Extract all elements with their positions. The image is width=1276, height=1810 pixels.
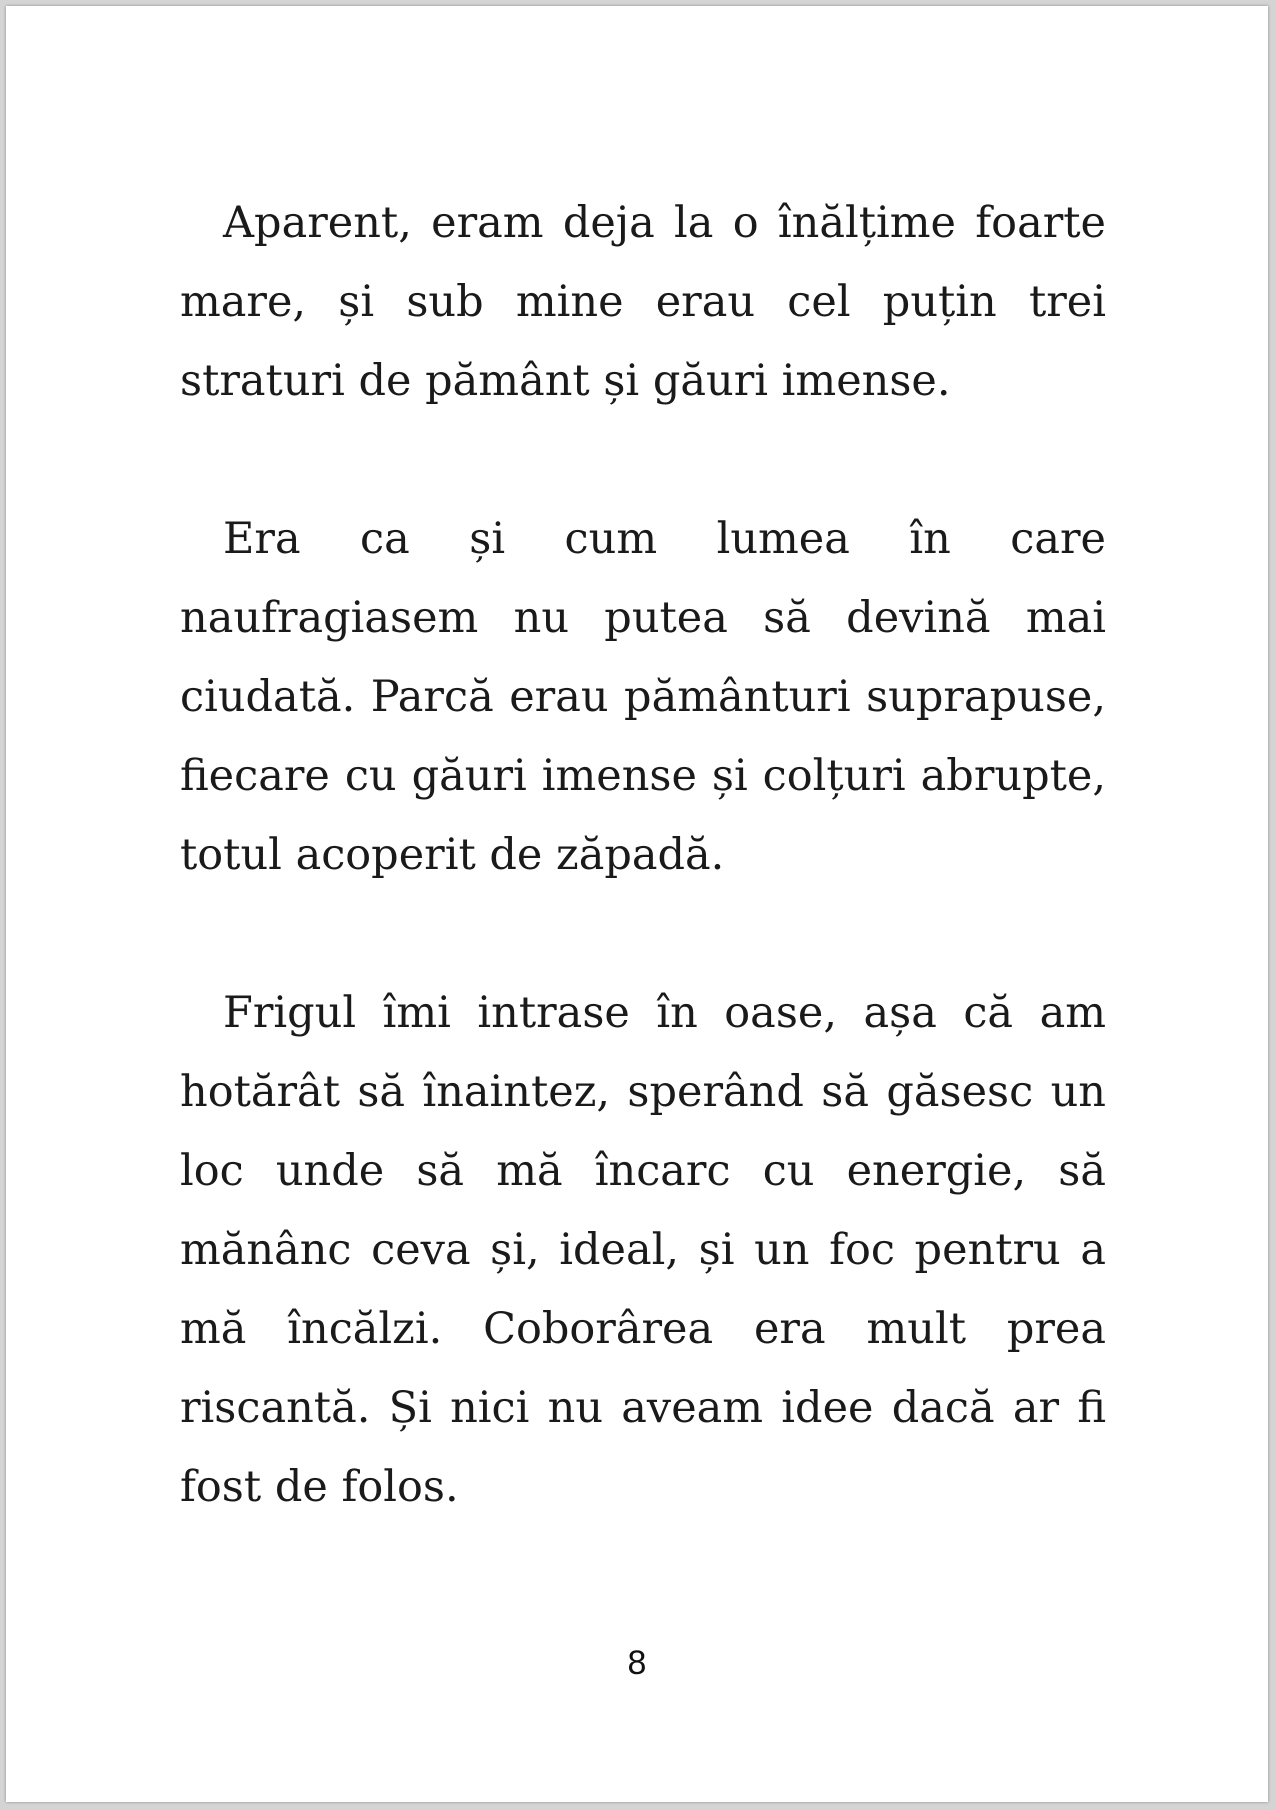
paragraph-2: Era ca și cum lumea în care naufragiasem nu putea să devină mai ciudată. Parcă erau pământuri suprapuse, fiecare cu găuri imense și colțuri abrupte, totul acoperit de zăpadă. [180,514,1106,880]
page-text [180,184,1106,1606]
page-number: 8 [627,1644,647,1682]
book-page [6,6,1268,1802]
paragraph-1: Aparent, eram deja la o înălțime foarte mare, și sub mine erau cel puțin trei straturi de pământ și găuri imense. [180,198,1106,406]
paragraph-3: Frigul îmi intrase în oase, așa că am hotărât să înaintez, sperând să găsesc un loc unde să mă încarc cu energie, să mănânc ceva și, ideal, și un foc pentru a mă încălzi. Coborârea era mult prea riscantă. Și nici nu aveam idee dacă ar fi fost de folos. [180,988,1106,1512]
